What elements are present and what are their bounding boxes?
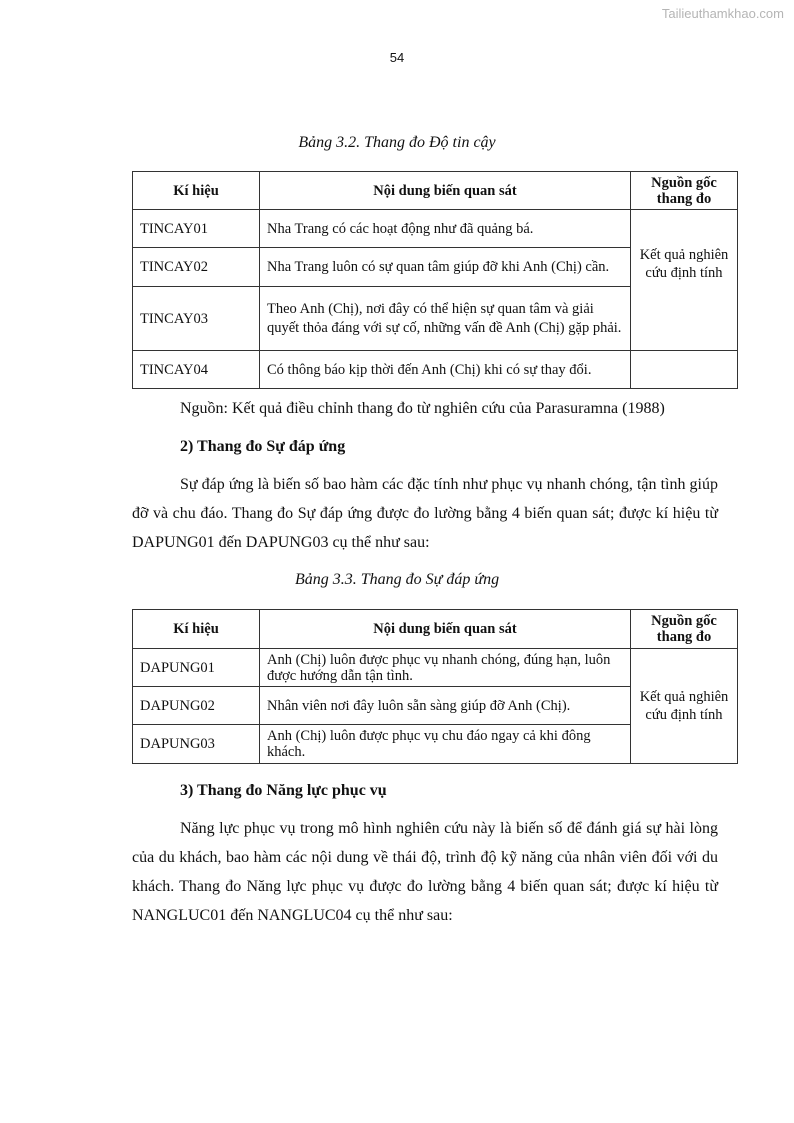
header-content: Nội dung biến quan sát xyxy=(260,172,631,210)
row-symbol: TINCAY02 xyxy=(133,248,260,287)
page-number: 54 xyxy=(389,50,405,65)
row-content: Theo Anh (Chị), nơi đây có thể hiện sự quan tâm và giải quyết thỏa đáng với sự cố, những vấn đề Anh (Chị) gặp phải. xyxy=(260,287,631,351)
row-symbol: TINCAY03 xyxy=(133,287,260,351)
header-symbol: Kí hiệu xyxy=(133,610,260,649)
section3-paragraph: Năng lực phục vụ trong mô hình nghiên cứu này là biến số để đánh giá sự hài lòng của du khách, bao hàm các nội dung về thái độ, trình độ kỹ năng của nhân viên đối với du khách. Thang đo Năng lực phục vụ được đo lường bằng 4 biến quan sát; được kí hiệu từ NANGLUC01 đến NANGLUC04 cụ thể như sau: xyxy=(132,820,718,924)
table-row xyxy=(133,210,738,248)
header-content: Nội dung biến quan sát xyxy=(260,610,631,649)
source-value: Kết quả nghiên cứu định tính xyxy=(639,689,729,723)
row-content: Anh (Chị) luôn được phục vụ nhanh chóng, đúng hạn, luôn được hướng dẫn tận tình. xyxy=(260,649,631,687)
table1-caption: Bảng 3.2. Thang đo Độ tin cậy xyxy=(298,134,496,151)
row-symbol: DAPUNG01 xyxy=(133,649,260,687)
reliability-scale-table xyxy=(132,171,738,389)
row-content: Nhân viên nơi đây luôn sẵn sàng giúp đỡ Anh (Chị). xyxy=(260,687,631,725)
watermark: Tailieuthamkhao.com xyxy=(661,6,784,21)
header-symbol: Kí hiệu xyxy=(133,172,260,210)
row-content: Nha Trang luôn có sự quan tâm giúp đỡ khi Anh (Chị) cần. xyxy=(260,248,631,287)
section3-heading: 3) Thang đo Năng lực phục vụ xyxy=(180,782,387,799)
row-content: Nha Trang có các hoạt động như đã quảng bá. xyxy=(260,210,631,248)
section2-heading: 2) Thang đo Sự đáp ứng xyxy=(180,438,346,455)
row-symbol: DAPUNG02 xyxy=(133,687,260,725)
source-cell xyxy=(631,649,738,764)
header-source: Nguồn gốc thang đo xyxy=(631,172,738,210)
table-row xyxy=(133,649,738,687)
source-cell xyxy=(631,210,738,351)
row-content: Có thông báo kịp thời đến Anh (Chị) khi có sự thay đổi. xyxy=(260,351,631,389)
table2-caption: Bảng 3.3. Thang đo Sự đáp ứng xyxy=(294,571,500,588)
source-note: Nguồn: Kết quả điều chỉnh thang đo từ nghiên cứu của Parasuramna (1988) xyxy=(180,400,665,417)
table-header-row xyxy=(133,610,738,649)
responsiveness-scale-table xyxy=(132,609,738,764)
table-row xyxy=(133,351,738,389)
empty-source-cell xyxy=(631,351,738,389)
source-value: Kết quả nghiên cứu định tính xyxy=(639,247,729,281)
table-header-row xyxy=(133,172,738,210)
row-symbol: DAPUNG03 xyxy=(133,725,260,764)
row-symbol: TINCAY04 xyxy=(133,351,260,389)
row-content: Anh (Chị) luôn được phục vụ chu đáo ngay cả khi đông khách. xyxy=(260,725,631,764)
section2-paragraph: Sự đáp ứng là biến số bao hàm các đặc tính như phục vụ nhanh chóng, tận tình giúp đỡ và chu đáo. Thang đo Sự đáp ứng được đo lường bằng 4 biến quan sát; được kí hiệu từ DAPUNG01 đến DAPUNG03 cụ thể như sau: xyxy=(132,476,718,551)
header-source: Nguồn gốc thang đo xyxy=(631,610,738,649)
row-symbol: TINCAY01 xyxy=(133,210,260,248)
